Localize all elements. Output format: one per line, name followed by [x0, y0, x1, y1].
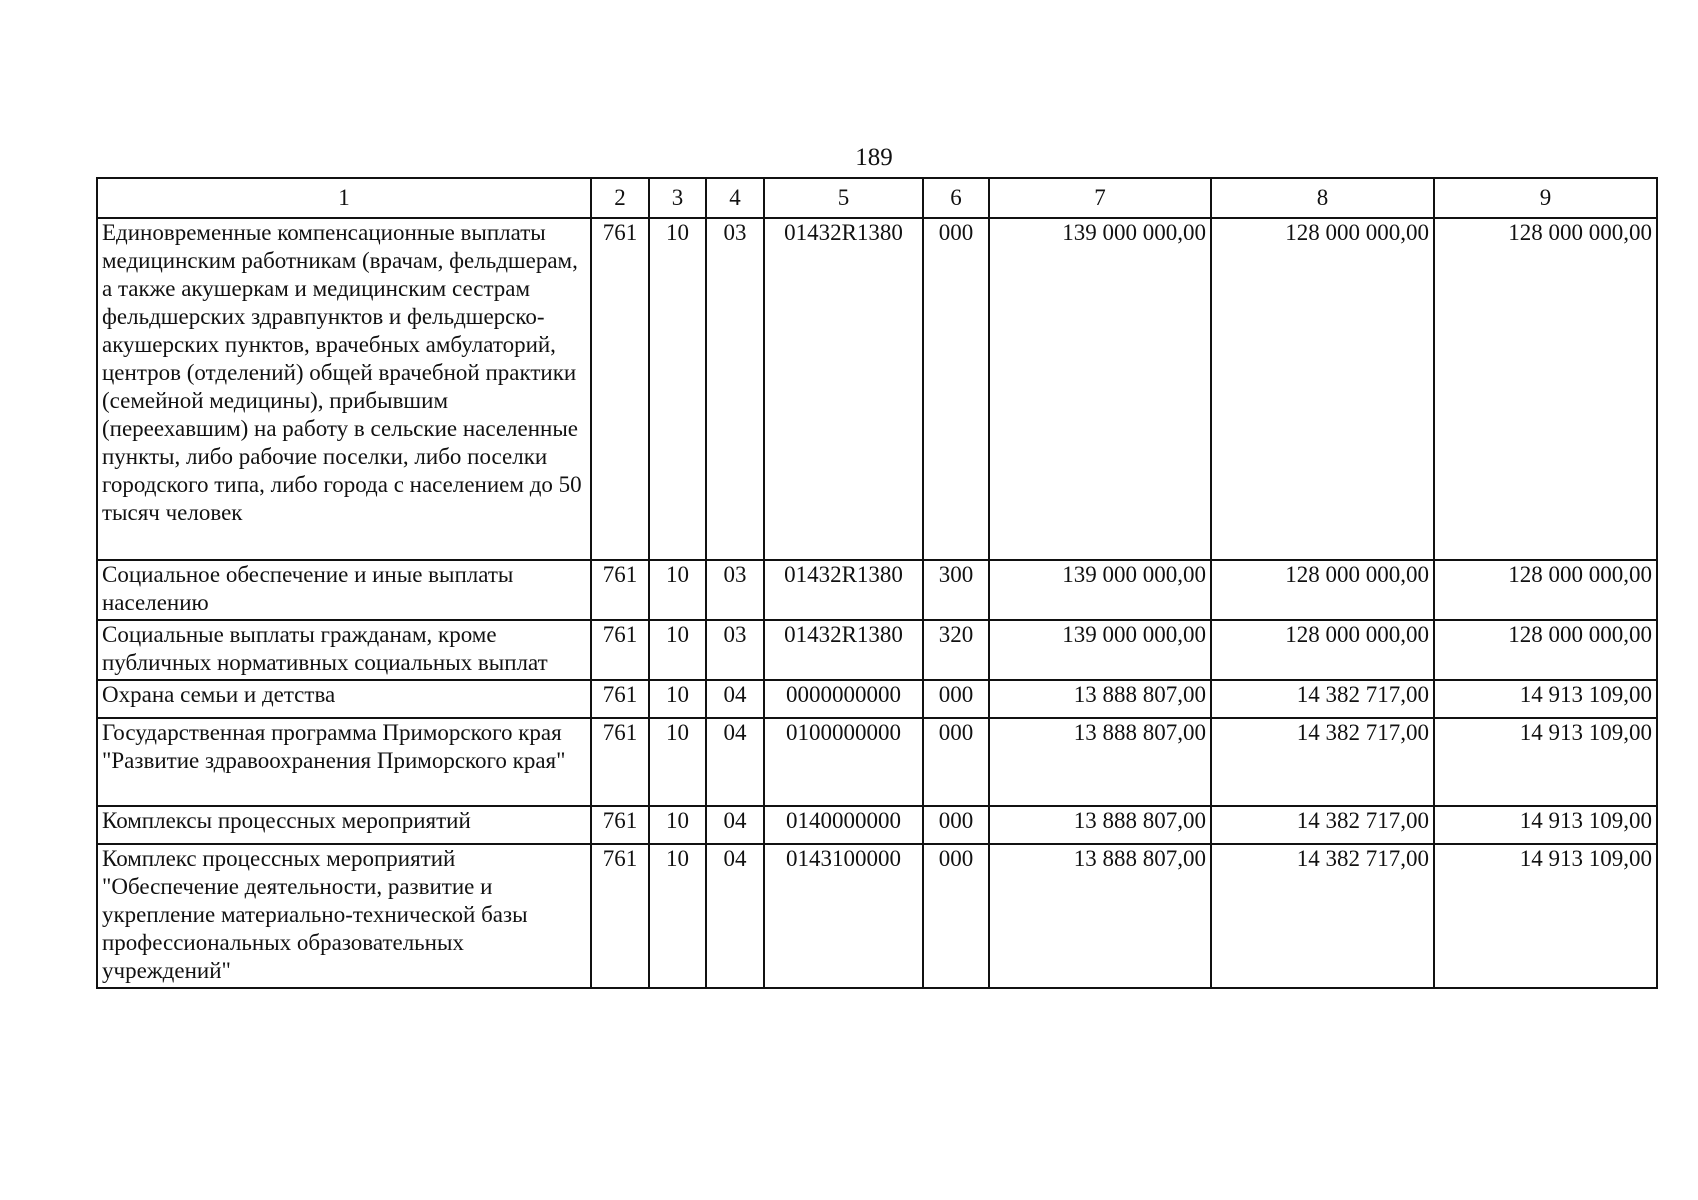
- table-row: [97, 844, 1657, 988]
- admin-code-cell: 761: [591, 718, 649, 806]
- row-name-cell: Государственная программа Приморского края "Развитие здравоохранения Приморского края": [97, 718, 591, 806]
- row-name-cell: Комплекс процессных мероприятий "Обеспечение деятельности, развитие и укрепление материально-технической базы профессиональных образовательных учреждений": [97, 844, 591, 988]
- amount-col9-cell: 128 000 000,00: [1434, 218, 1657, 560]
- expense-type-cell: 300: [923, 560, 989, 620]
- amount-col7-cell: 13 888 807,00: [989, 806, 1211, 844]
- expense-type-cell: 000: [923, 844, 989, 988]
- amount-col7-cell: 139 000 000,00: [989, 218, 1211, 560]
- section-cell: 10: [649, 560, 706, 620]
- section-cell: 10: [649, 718, 706, 806]
- amount-col9-cell: 128 000 000,00: [1434, 560, 1657, 620]
- table-row: [97, 718, 1657, 806]
- subsection-cell: 04: [706, 680, 764, 718]
- amount-col9-cell: 14 913 109,00: [1434, 844, 1657, 988]
- amount-col7-cell: 13 888 807,00: [989, 680, 1211, 718]
- admin-code-cell: 761: [591, 218, 649, 560]
- row-name-cell: Комплексы процессных мероприятий: [97, 806, 591, 844]
- target-article-cell: 0000000000: [764, 680, 923, 718]
- page-number: 189: [855, 144, 893, 171]
- column-header-3: 3: [649, 178, 706, 218]
- subsection-cell: 04: [706, 806, 764, 844]
- column-header-8: 8: [1211, 178, 1434, 218]
- section-cell: 10: [649, 806, 706, 844]
- column-header-7: 7: [989, 178, 1211, 218]
- expense-type-cell: 000: [923, 806, 989, 844]
- expense-type-cell: 320: [923, 620, 989, 680]
- amount-col8-cell: 14 382 717,00: [1211, 680, 1434, 718]
- subsection-cell: 03: [706, 218, 764, 560]
- budget-table: [96, 177, 1658, 989]
- amount-col9-cell: 128 000 000,00: [1434, 620, 1657, 680]
- table-row: [97, 218, 1657, 560]
- section-cell: 10: [649, 218, 706, 560]
- amount-col9-cell: 14 913 109,00: [1434, 806, 1657, 844]
- column-header-9: 9: [1434, 178, 1657, 218]
- column-header-4: 4: [706, 178, 764, 218]
- amount-col7-cell: 139 000 000,00: [989, 560, 1211, 620]
- column-header-6: 6: [923, 178, 989, 218]
- section-cell: 10: [649, 620, 706, 680]
- amount-col7-cell: 13 888 807,00: [989, 718, 1211, 806]
- amount-col9-cell: 14 913 109,00: [1434, 718, 1657, 806]
- amount-col8-cell: 14 382 717,00: [1211, 844, 1434, 988]
- row-name-cell: Социальное обеспечение и иные выплаты населению: [97, 560, 591, 620]
- admin-code-cell: 761: [591, 620, 649, 680]
- amount-col8-cell: 128 000 000,00: [1211, 560, 1434, 620]
- row-name-cell: Социальные выплаты гражданам, кроме публичных нормативных социальных выплат: [97, 620, 591, 680]
- target-article-cell: 0140000000: [764, 806, 923, 844]
- target-article-cell: 01432R1380: [764, 620, 923, 680]
- admin-code-cell: 761: [591, 806, 649, 844]
- column-header-2: 2: [591, 178, 649, 218]
- amount-col8-cell: 128 000 000,00: [1211, 218, 1434, 560]
- column-header-1: 1: [97, 178, 591, 218]
- table-row: [97, 620, 1657, 680]
- admin-code-cell: 761: [591, 560, 649, 620]
- subsection-cell: 04: [706, 718, 764, 806]
- table-row: [97, 560, 1657, 620]
- admin-code-cell: 761: [591, 844, 649, 988]
- table-row: [97, 806, 1657, 844]
- expense-type-cell: 000: [923, 680, 989, 718]
- target-article-cell: 01432R1380: [764, 560, 923, 620]
- subsection-cell: 03: [706, 620, 764, 680]
- expense-type-cell: 000: [923, 718, 989, 806]
- row-name-cell: Единовременные компенсационные выплаты медицинским работникам (врачам, фельдшерам, а также акушеркам и медицинским сестрам фельдшерских здравпунктов и фельдшерско-акушерских пунктов, врачебных амбулаторий, центров (отделений) общей врачебной практики (семейной медицины), прибывшим (переехавшим) на работу в сельские населенные пункты, либо рабочие поселки, либо поселки городского типа, либо города с населением до 50 тысяч человек: [97, 218, 591, 560]
- target-article-cell: 0100000000: [764, 718, 923, 806]
- amount-col7-cell: 13 888 807,00: [989, 844, 1211, 988]
- row-name-cell: Охрана семьи и детства: [97, 680, 591, 718]
- table-row: [97, 680, 1657, 718]
- subsection-cell: 03: [706, 560, 764, 620]
- amount-col8-cell: 128 000 000,00: [1211, 620, 1434, 680]
- expense-type-cell: 000: [923, 218, 989, 560]
- header-row: [97, 178, 1657, 218]
- column-header-5: 5: [764, 178, 923, 218]
- admin-code-cell: 761: [591, 680, 649, 718]
- amount-col9-cell: 14 913 109,00: [1434, 680, 1657, 718]
- amount-col8-cell: 14 382 717,00: [1211, 806, 1434, 844]
- amount-col8-cell: 14 382 717,00: [1211, 718, 1434, 806]
- target-article-cell: 01432R1380: [764, 218, 923, 560]
- section-cell: 10: [649, 680, 706, 718]
- target-article-cell: 0143100000: [764, 844, 923, 988]
- subsection-cell: 04: [706, 844, 764, 988]
- amount-col7-cell: 139 000 000,00: [989, 620, 1211, 680]
- section-cell: 10: [649, 844, 706, 988]
